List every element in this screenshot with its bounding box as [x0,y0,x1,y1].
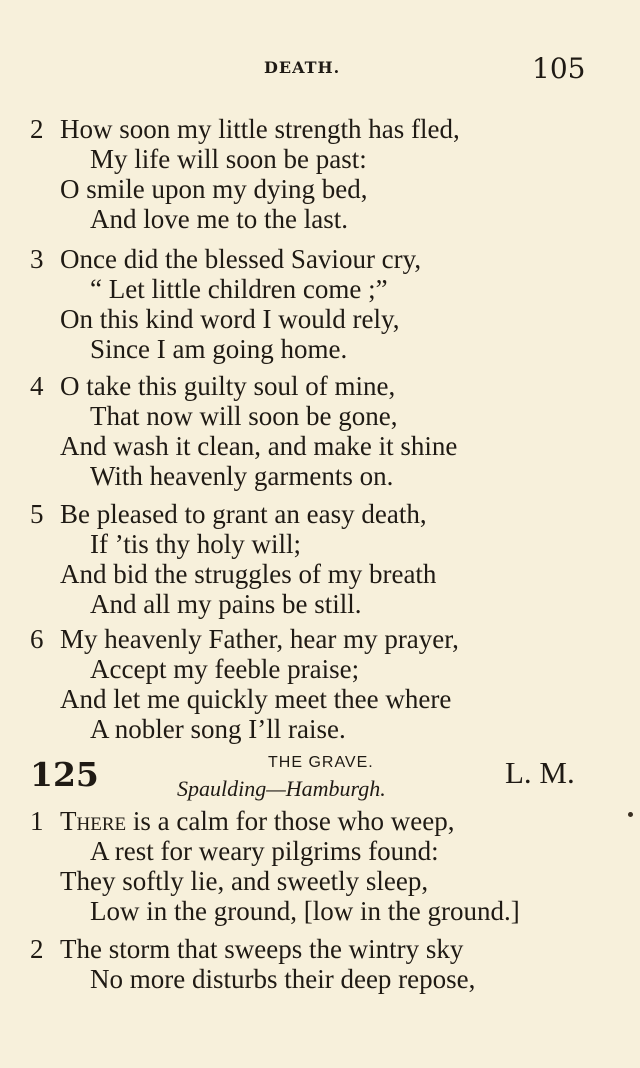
stanza-line: No more disturbs their deep repose, [90,964,476,994]
hymn-125-stanza-1 [30,806,610,926]
hymn-tune: Spaulding—Hamburgh. [177,776,386,801]
hymn-meter: L. M. [505,755,575,790]
stanza-4 [30,371,610,491]
stanza-line: And wash it clean, and make it shine [60,431,458,461]
stanza-line: A rest for weary pilgrims found: [90,836,439,866]
hymn-title: THE GRAVE. [268,754,374,771]
stanza-line: 6 My heavenly Father, hear my prayer, [30,624,459,654]
ink-spot [628,812,633,817]
running-head: DEATH. [264,58,341,77]
stanza-2 [30,114,610,234]
stanza-line: 2 The storm that sweeps the wintry sky [30,934,464,964]
stanza-line: And bid the struggles of my breath [60,559,437,589]
stanza-line: That now will soon be gone, [90,401,398,431]
stanza-line: My life will soon be past: [90,144,367,174]
stanza-line: 1 There is a calm for those who weep, [30,806,455,836]
stanza-line: Accept my feeble praise; [90,654,360,684]
stanza-line: If ’tis thy holy will; [90,529,302,559]
first-word: There [60,806,127,836]
stanza-line: O smile upon my dying bed, [60,174,368,204]
stanza-line: 3 Once did the blessed Saviour cry, [30,244,422,274]
stanza-5 [30,499,610,619]
stanza-line: On this kind word I would rely, [60,304,400,334]
stanza-3 [30,244,610,364]
stanza-line: They softly lie, and sweetly sleep, [60,866,429,896]
stanza-line: And let me quickly meet thee where [60,684,452,714]
page-number: 105 [532,52,586,85]
stanza-number: 3 [30,244,44,274]
stanza-line: A nobler song I’ll raise. [90,714,346,744]
stanza-number: 2 [30,114,44,144]
stanza-line: With heavenly garments on. [90,461,394,491]
stanza-line: Since I am going home. [90,334,348,364]
stanza-line: Low in the ground, [low in the ground.] [90,896,520,926]
stanza-number: 1 [30,806,44,836]
stanza-number: 4 [30,371,44,401]
stanza-line: “ Let little children come ;” [90,274,388,304]
stanza-line: 5 Be pleased to grant an easy death, [30,499,427,529]
stanza-number: 6 [30,624,44,654]
stanza-line: 2 How soon my little strength has fled, [30,114,460,144]
stanza-line: And love me to the last. [90,204,348,234]
hymn-125-stanza-2 [30,934,610,994]
stanza-line: 4 O take this guilty soul of mine, [30,371,396,401]
hymn-number: 125 [30,755,99,794]
stanza-line: And all my pains be still. [90,589,362,619]
stanza-number: 5 [30,499,44,529]
stanza-number: 2 [30,934,44,964]
stanza-6 [30,624,610,744]
